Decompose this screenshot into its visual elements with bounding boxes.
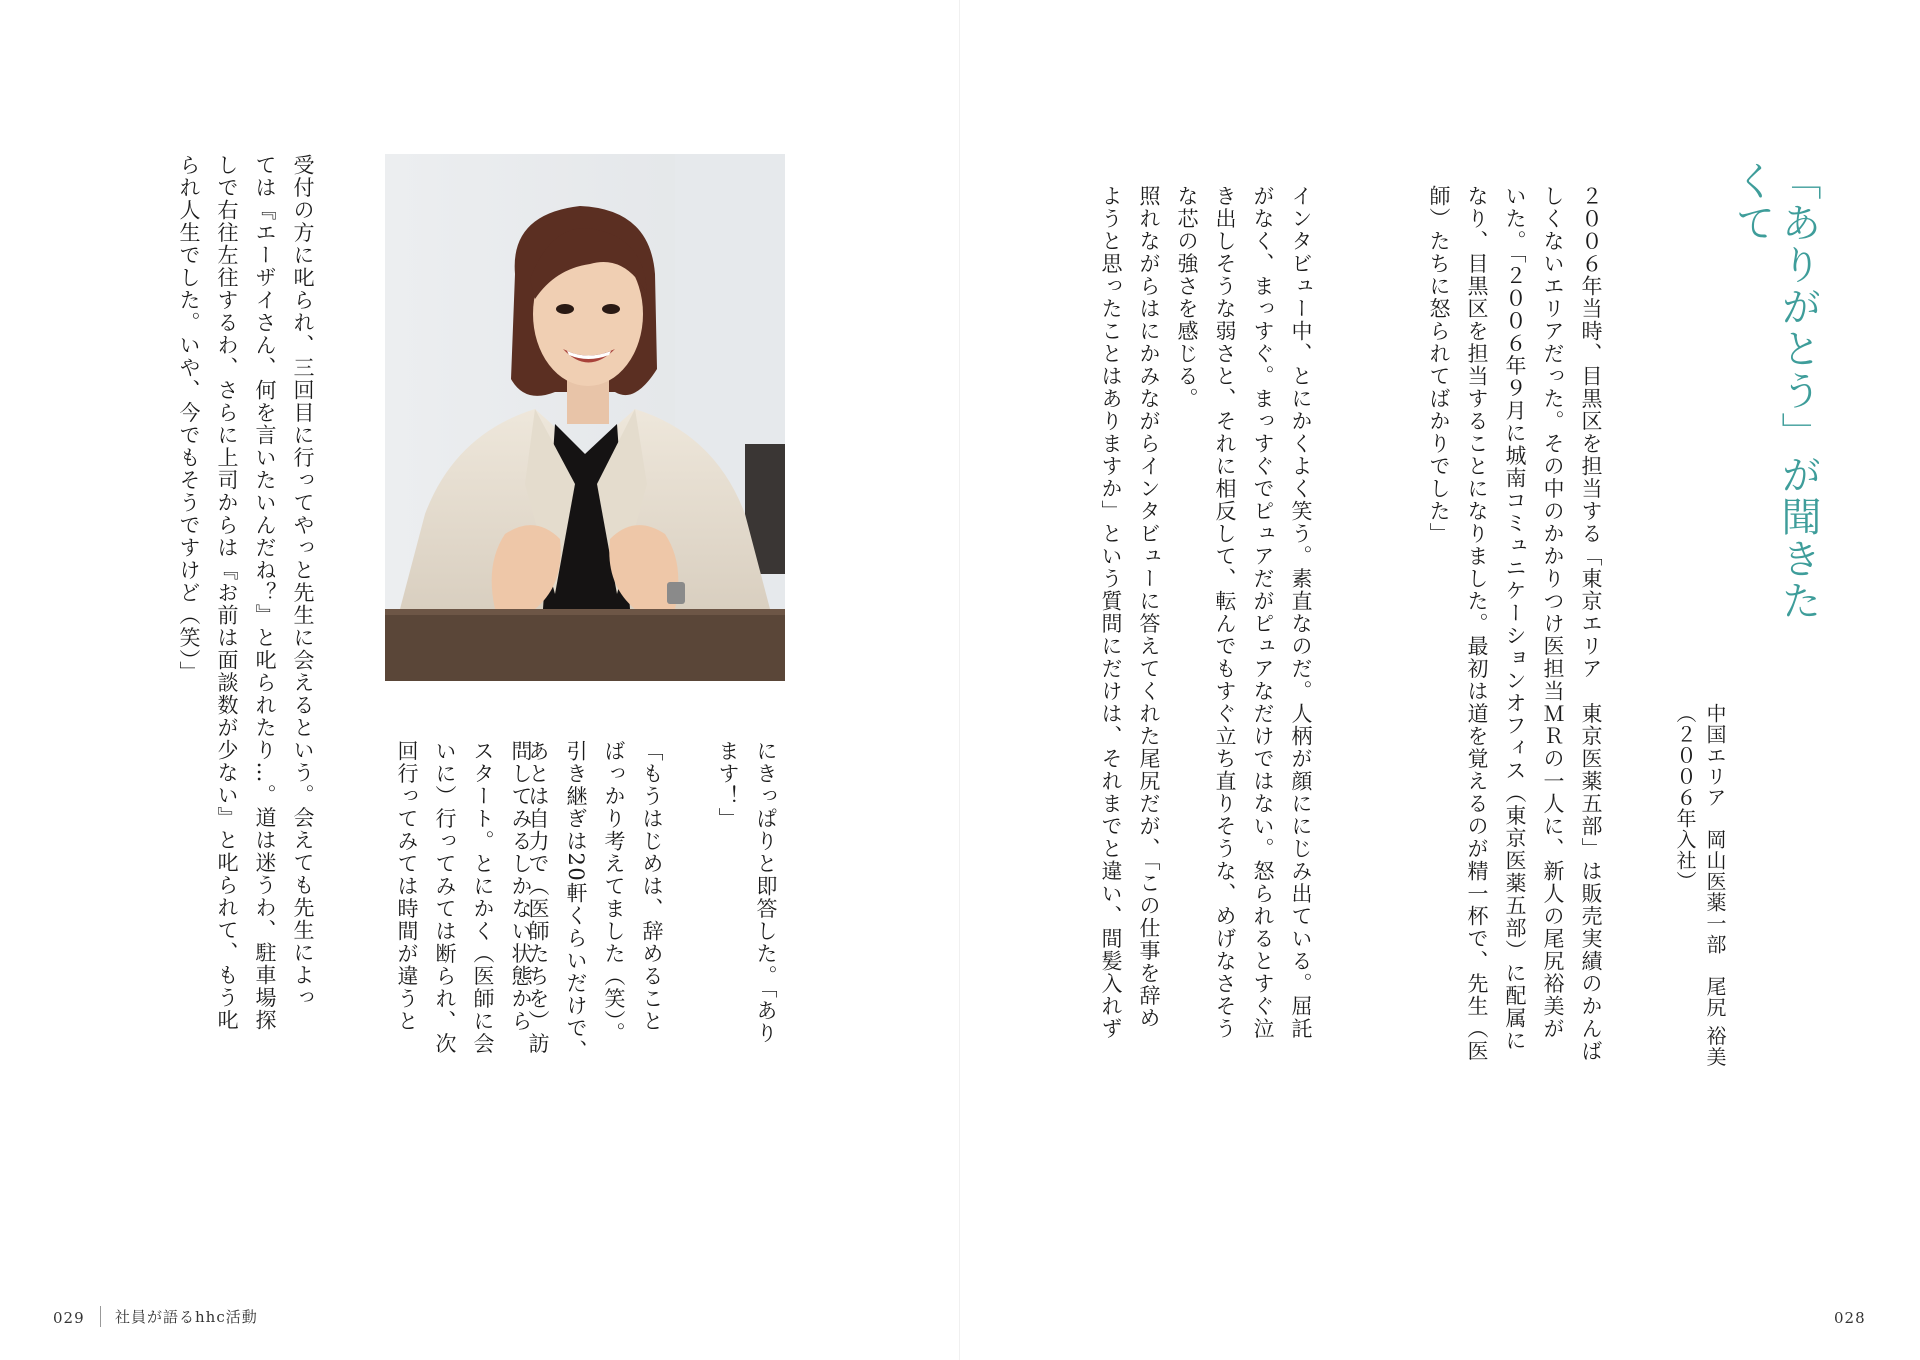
- article-title: 「ありがとう」が聞きたくて: [1729, 160, 1821, 622]
- left-body-text-main: 受付の方に叱られ、三回目に行ってやっと先生に会えるという。会えても先生によっ ては『エーザイさん、何を言いたいんだね？』と叱られたり…。道は迷うわ、駐車場探 しで右往左往するわ、さらに上司からは『お前は面談数が少ない』と叱られて、もう叱 られ人生でした。いや、今でもそうですけど（笑）」: [177, 154, 315, 1032]
- author-byline: 中国エリア 岡山医薬一部 尾尻 裕美 （２００６年入社）: [1673, 703, 1727, 1068]
- page-number-right: 028: [1834, 1309, 1866, 1327]
- right-body-text-continued: インタビュー中、とにかくよく笑う。素直なのだ。人柄が顔ににじみ出ている。屈託 がなく、まっすぐ。まっすぐでピュアだがピュアなだけではない。怒られるとすぐ泣 き出しそうな弱さと、それに相反して、転んでもすぐ立ち直りそうな、めげなさそう な芯の強さを感じる。 照れながらはにかみながらインタビューに答えてくれた尾尻だが、「この仕事を辞め ようと思ったことはありますか」という質問にだけは、それまでと違い、間髪入れず: [1099, 185, 1313, 1040]
- page-number-left: 029: [53, 1309, 85, 1327]
- portrait-illustration: [385, 154, 785, 681]
- running-head: 社員が語るhhc活動: [100, 1306, 258, 1327]
- left-body-text-middle: 問してみるしかない状態から スタート。とにかく（医師に会 いに）行ってみては断られ、次 回行ってみては時間が違うと: [395, 740, 533, 1055]
- portrait-photo: [385, 154, 785, 681]
- left-body-text-top: にきっぱりと即答した。「あり ます！」 「もうはじめは、辞めること ばっかり考えてました（笑）。 引き継ぎは20軒くらいだけで、 あとは自力で（医師たちを）訪: [526, 740, 778, 1063]
- right-page: [960, 0, 1920, 1360]
- right-body-text-intro: ２００６年当時、目黒区を担当する「東京エリア 東京医薬五部」は販売実績のかんば しくないエリアだった。その中のかかりつけ医担当ＭＲの一人に、新人の尾尻裕美が いた。「２００６年９月に城南コミュニケーションオフィス（東京医薬五部）に配属に なり、目黒区を担当することになりました。最初は道を覚えるのが精一杯で、先生（医 師）たちに怒られてばかりでした」: [1427, 185, 1603, 1063]
